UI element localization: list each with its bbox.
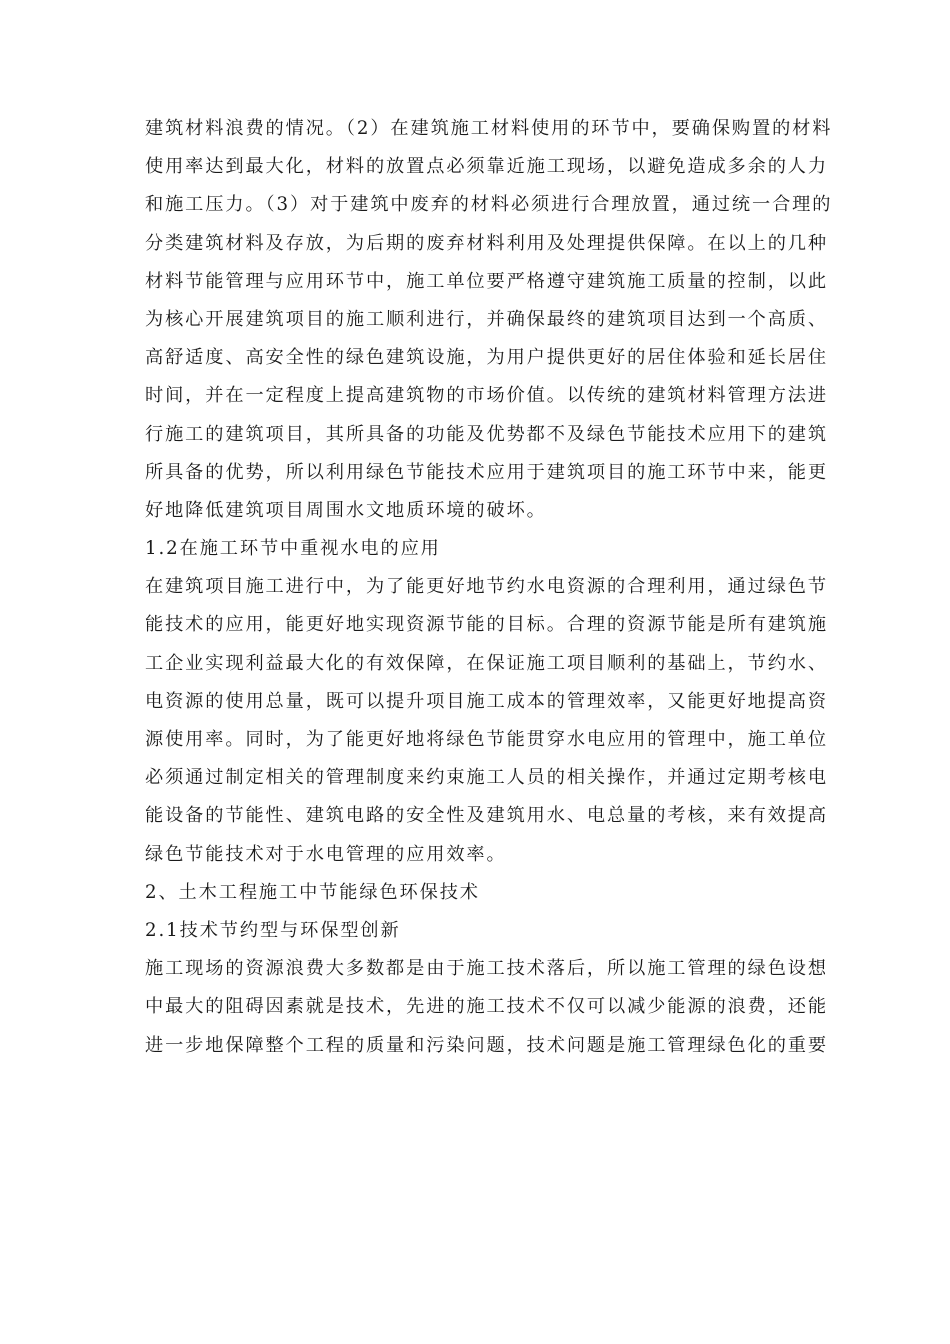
text-line: 使用率达到最大化，材料的放置点必须靠近施工现场，以避免造成多余的人力 bbox=[145, 156, 828, 178]
text-line: 材料节能管理与应用环节中，施工单位要严格遵守建筑施工质量的控制，以此 bbox=[145, 270, 828, 292]
text-line: 中最大的阻碍因素就是技术，先进的施工技术不仅可以减少能源的浪费，还能 bbox=[145, 996, 828, 1018]
text-line: 绿色节能技术对于水电管理的应用效率。 bbox=[145, 843, 507, 865]
text-line: 高舒适度、高安全性的绿色建筑设施，为用户提供更好的居住体验和延长居住 bbox=[145, 347, 828, 369]
text-line: 时间，并在一定程度上提高建筑物的市场价值。以传统的建筑材料管理方法进 bbox=[145, 385, 828, 407]
text-line: 施工现场的资源浪费大多数都是由于施工技术落后，所以施工管理的绿色设想 bbox=[145, 958, 828, 980]
section-heading-2-1: 2.1技术节约型与环保型创新 bbox=[145, 919, 401, 941]
text-line: 和施工压力。（3）对于建筑中废弃的材料必须进行合理放置，通过统一合理的 bbox=[145, 194, 833, 216]
text-line: 电资源的使用总量，既可以提升项目施工成本的管理效率，又能更好地提高资 bbox=[145, 690, 828, 712]
text-line: 进一步地保障整个工程的质量和污染问题，技术问题是施工管理绿色化的重要 bbox=[145, 1034, 828, 1056]
text-line: 分类建筑材料及存放，为后期的废弃材料利用及处理提供保障。在以上的几种 bbox=[145, 232, 828, 254]
section-heading-2: 2、土木工程施工中节能绿色环保技术 bbox=[145, 881, 480, 903]
text-line: 在建筑项目施工进行中，为了能更好地节约水电资源的合理利用，通过绿色节 bbox=[145, 576, 828, 598]
text-line: 所具备的优势，所以利用绿色节能技术应用于建筑项目的施工环节中来，能更 bbox=[145, 461, 828, 483]
text-line: 工企业实现利益最大化的有效保障，在保证施工项目顺利的基础上，节约水、 bbox=[145, 652, 828, 674]
text-line: 建筑材料浪费的情况。（2）在建筑施工材料使用的环节中，要确保购置的材料 bbox=[145, 118, 833, 139]
text-line: 源使用率。同时，为了能更好地将绿色节能贯穿水电应用的管理中，施工单位 bbox=[145, 729, 828, 750]
section-heading-1-2: 1.2在施工环节中重视水电的应用 bbox=[145, 538, 441, 560]
text-line: 好地降低建筑项目周围水文地质环境的破坏。 bbox=[145, 499, 547, 521]
text-line: 能设备的节能性、建筑电路的安全性及建筑用水、电总量的考核，来有效提高 bbox=[145, 805, 828, 827]
text-line: 行施工的建筑项目，其所具备的功能及优势都不及绿色节能技术应用下的建筑 bbox=[145, 423, 828, 445]
text-line: 必须通过制定相关的管理制度来约束施工人员的相关操作，并通过定期考核电 bbox=[145, 767, 828, 789]
document-page bbox=[145, 113, 833, 1068]
text-line: 为核心开展建筑项目的施工顺利进行，并确保最终的建筑项目达到一个高质、 bbox=[145, 308, 828, 330]
text-line: 能技术的应用，能更好地实现资源节能的目标。合理的资源节能是所有建筑施 bbox=[145, 614, 828, 636]
